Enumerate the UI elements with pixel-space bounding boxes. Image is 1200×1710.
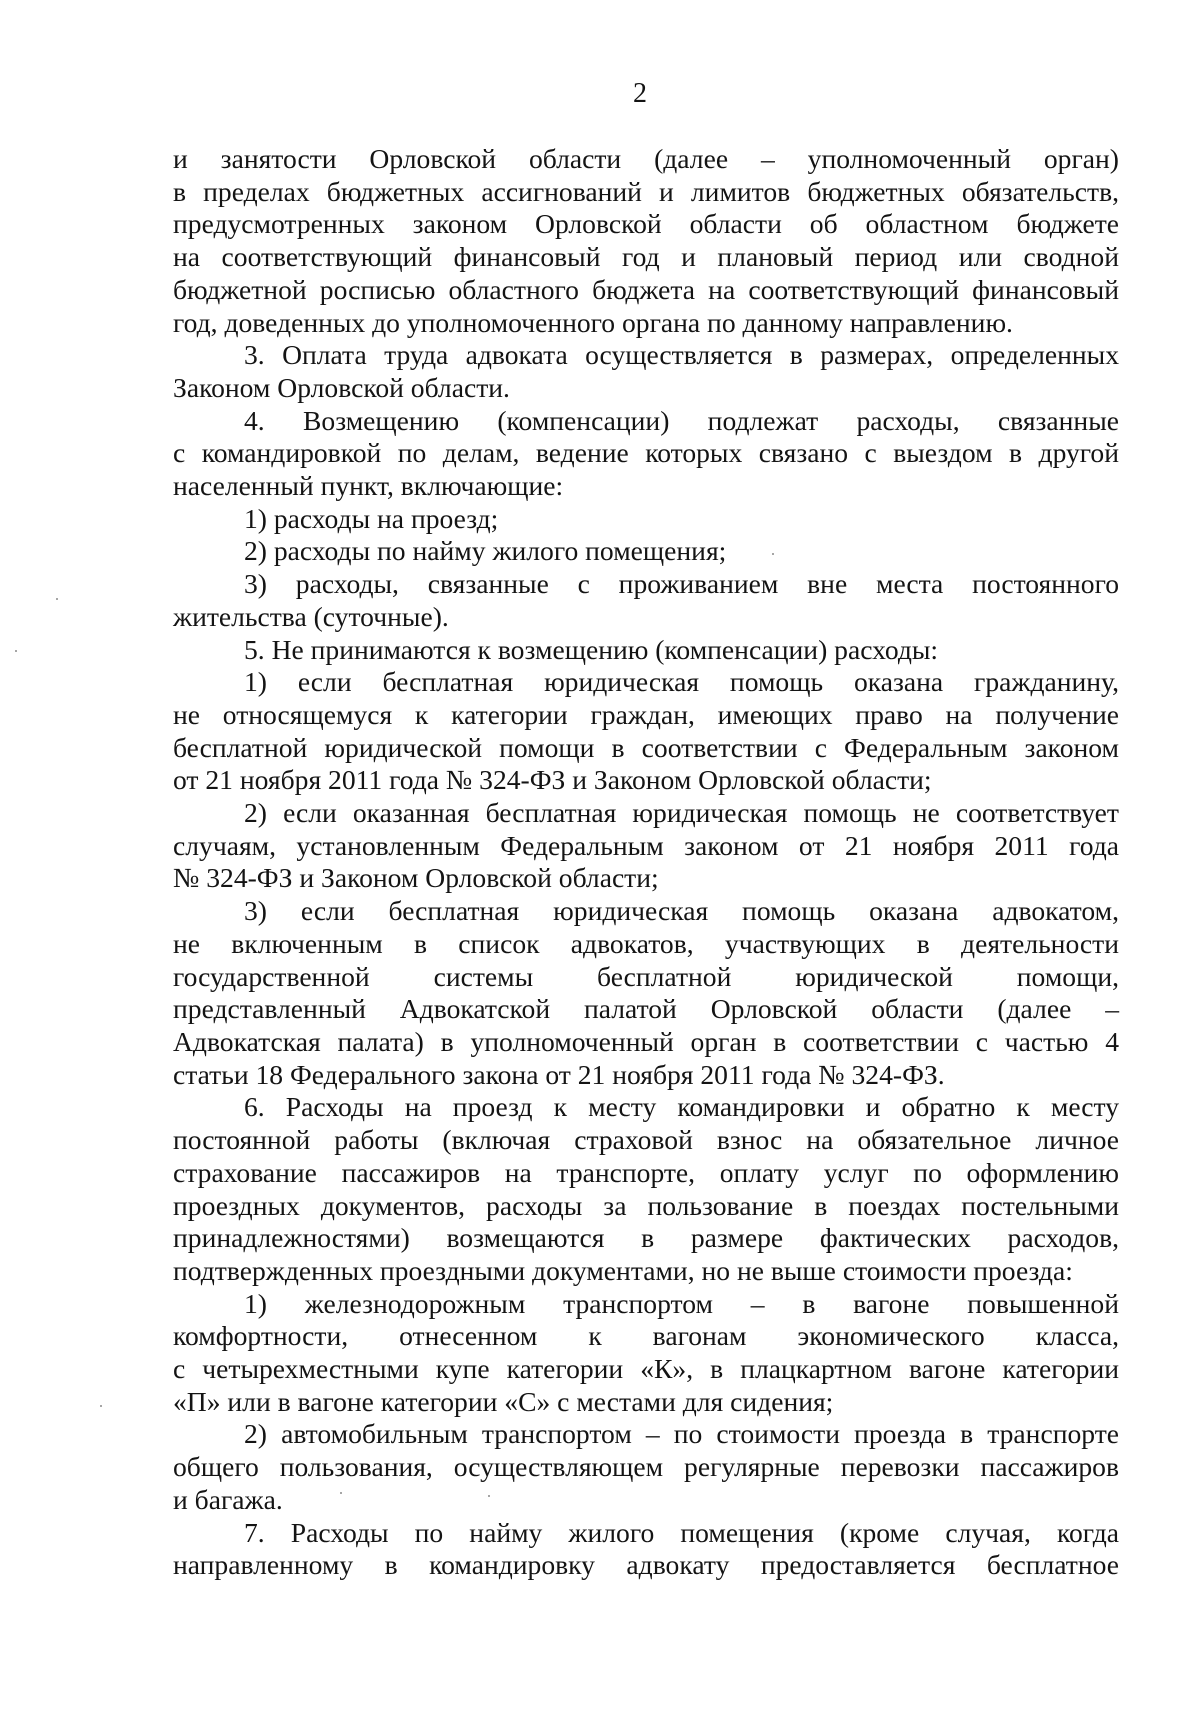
- text-line: государственной системы бесплатной юридической помощи,: [173, 960, 1119, 992]
- text-line: год, доведенных до уполномоченного органа по данному направлению.: [173, 306, 1013, 338]
- text-line: не включенным в список адвокатов, участвующих в деятельности: [173, 927, 1119, 959]
- text-line: предусмотренных законом Орловской области об областном бюджете: [173, 208, 1119, 240]
- text-line: с командировкой по делам, ведение которых связано с выездом в другой: [173, 437, 1119, 469]
- scan-speck: [56, 598, 58, 600]
- scan-speck: [488, 1495, 490, 1497]
- text-line: с четырехместными купе категории «К», в плацкартном вагоне категории: [173, 1353, 1119, 1385]
- text-line: принадлежностями) возмещаются в размере фактических расходов,: [173, 1222, 1119, 1254]
- text-line: 4. Возмещению (компенсации) подлежат расходы, связанные: [244, 404, 1119, 436]
- text-line: 1) расходы на проезд;: [244, 502, 499, 534]
- text-line: проездных документов, расходы за пользование в поездах постельными: [173, 1189, 1119, 1221]
- text-line: 2) если оказанная бесплатная юридическая помощь не соответствует: [244, 797, 1119, 829]
- text-line: общего пользования, осуществляющем регулярные перевозки пассажиров: [173, 1451, 1119, 1483]
- text-line: Адвокатская палата) в уполномоченный орган в соответствии с частью 4: [173, 1025, 1119, 1057]
- text-line: 2) расходы по найму жилого помещения;: [244, 535, 727, 567]
- text-line: постоянной работы (включая страховой взнос на обязательное личное: [173, 1124, 1119, 1156]
- text-line: направленному в командировку адвокату предоставляется бесплатное: [173, 1549, 1119, 1581]
- text-line: статьи 18 Федерального закона от 21 ноября 2011 года № 324-ФЗ.: [173, 1058, 945, 1090]
- scan-speck: [772, 553, 774, 555]
- document-body: [173, 143, 1119, 1582]
- text-line: бесплатной юридической помощи в соответствии с Федеральным законом: [173, 731, 1119, 763]
- text-line: 6. Расходы на проезд к месту командировки и обратно к месту: [244, 1091, 1119, 1123]
- text-line: 7. Расходы по найму жилого помещения (кроме случая, когда: [244, 1516, 1119, 1548]
- text-line: страхование пассажиров на транспорте, оплату услуг по оформлению: [173, 1156, 1119, 1188]
- text-line: представленный Адвокатской палатой Орловской области (далее –: [173, 993, 1119, 1025]
- scan-speck: [15, 650, 17, 652]
- text-line: 2) автомобильным транспортом – по стоимости проезда в транспорте: [244, 1418, 1119, 1450]
- text-line: 1) железнодорожным транспортом – в вагоне повышенной: [244, 1287, 1119, 1319]
- text-line: населенный пункт, включающие:: [173, 470, 564, 502]
- scan-speck: [340, 1492, 342, 1494]
- text-line: бюджетной росписью областного бюджета на соответствующий финансовый: [173, 273, 1119, 305]
- text-line: жительства (суточные).: [173, 600, 449, 632]
- text-line: и багажа.: [173, 1483, 283, 1515]
- page-number: 2: [633, 78, 647, 109]
- text-line: 1) если бесплатная юридическая помощь оказана гражданину,: [244, 666, 1119, 698]
- text-line: «П» или в вагоне категории «С» с местами для сидения;: [173, 1385, 834, 1417]
- text-line: № 324-ФЗ и Законом Орловской области;: [173, 862, 659, 894]
- text-line: на соответствующий финансовый год и плановый период или сводной: [173, 241, 1119, 273]
- scan-speck: [100, 1405, 102, 1407]
- text-line: 3) расходы, связанные с проживанием вне места постоянного: [244, 568, 1119, 600]
- text-line: 3) если бесплатная юридическая помощь оказана адвокатом,: [244, 895, 1119, 927]
- text-line: не относящемуся к категории граждан, имеющих право на получение: [173, 698, 1119, 730]
- text-line: подтвержденных проездными документами, но не выше стоимости проезда:: [173, 1254, 1073, 1286]
- text-line: 3. Оплата труда адвоката осуществляется в размерах, определенных: [244, 339, 1119, 371]
- text-line: и занятости Орловской области (далее – уполномоченный орган): [173, 143, 1119, 174]
- text-line: в пределах бюджетных ассигнований и лимитов бюджетных обязательств,: [173, 175, 1119, 207]
- text-line: 5. Не принимаются к возмещению (компенсации) расходы:: [244, 633, 939, 665]
- text-line: случаям, установленным Федеральным законом от 21 ноября 2011 года: [173, 829, 1119, 861]
- text-line: комфортности, отнесенном к вагонам экономического класса,: [173, 1320, 1119, 1352]
- text-line: Законом Орловской области.: [173, 371, 510, 403]
- text-line: от 21 ноября 2011 года № 324-ФЗ и Законом Орловской области;: [173, 764, 932, 796]
